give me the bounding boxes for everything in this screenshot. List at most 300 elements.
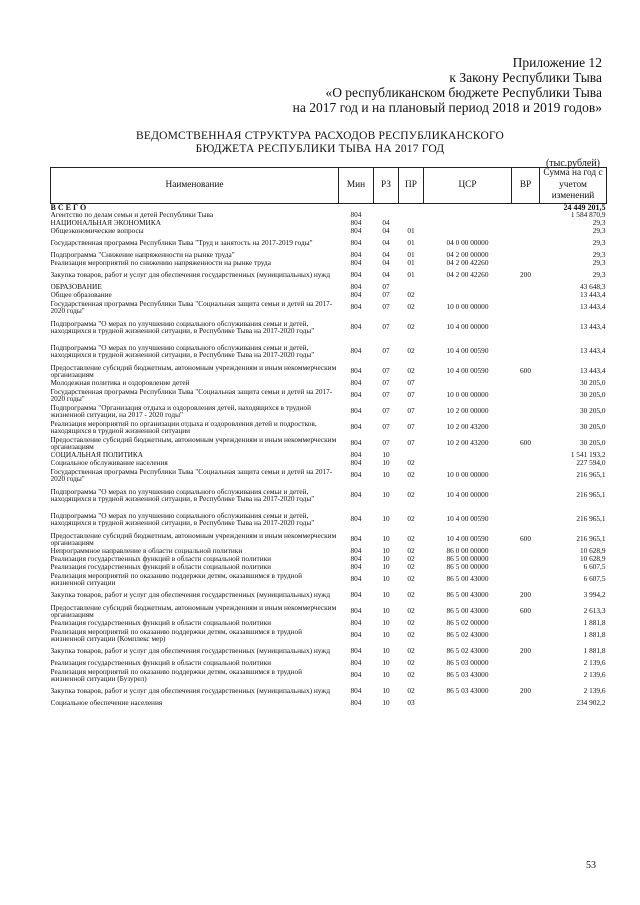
cell-amount: 1 584 870,9	[570, 211, 606, 220]
cell-ministry: 804	[350, 259, 362, 268]
cell-ministry: 804	[350, 699, 362, 708]
cell-amount: 6 607,5	[583, 574, 606, 584]
table-row	[51, 235, 607, 251]
cell-amount: 10 628,9	[579, 547, 606, 556]
cell-name: Закупка товаров, работ и услуг для обеспечения государственных (муниципальных) нужд	[50, 646, 331, 656]
cell-subsection: 01	[407, 259, 415, 268]
col-header-min: Мин	[339, 168, 374, 204]
cell-amount: 216 965,1	[576, 470, 606, 480]
cell-amount: 30 205,0	[579, 406, 606, 416]
cell-amount: 6 607,5	[583, 563, 606, 572]
cell-name: Закупка товаров, работ и услуг для обеспечения государственных (муниципальных) нужд	[50, 590, 331, 600]
table-row	[51, 283, 607, 291]
cell-amount: 30 205,0	[579, 438, 606, 448]
cell-amount: 29,3	[592, 238, 606, 248]
cell-subsection: 02	[407, 302, 415, 312]
col-header-rz: РЗ	[374, 168, 399, 204]
table-row	[51, 299, 607, 315]
cell-expense-type	[512, 403, 540, 419]
cell-expense-type	[512, 667, 540, 683]
cell-amount: 29,3	[592, 227, 606, 236]
cell-ministry: 804	[350, 590, 362, 600]
cell-section	[374, 211, 399, 219]
cell-name: Подпрограмма "О мерах по улучшению социального обслуживания семьи и детей, находящихся в трудной жизненной ситуации, в Республике Тыва на 2017-2020 годы"	[50, 318, 315, 336]
cell-ministry: 804	[350, 534, 362, 544]
cell-name: Государственная программа Республики Тыва "Социальная защита семьи и детей на 2017-2020 годы"	[50, 467, 333, 484]
cell-amount: 1 541 193,2	[570, 451, 606, 460]
cell-section: 07	[382, 322, 390, 332]
cell-name: Закупка товаров, работ и услуг для обеспечения государственных (муниципальных) нужд	[50, 686, 331, 696]
cell-target-article: 86 5 00 43000	[446, 590, 489, 600]
cell-section: 10	[382, 555, 390, 564]
cell-section: 10	[382, 590, 390, 600]
cell-subsection: 02	[407, 547, 415, 556]
appendix-line: на 2017 год и на плановый период 2018 и 2019 годов»	[292, 100, 602, 115]
cell-target-article	[424, 227, 512, 235]
cell-name: Социальное обслуживание населения	[50, 459, 168, 468]
cell-section: 07	[382, 302, 390, 312]
cell-name: Реализация мероприятий по снижению напряженности на рынке труда	[50, 259, 271, 268]
cell-name: Реализация мероприятий по оказанию поддержки детям, оказавшимся в трудной жизненной ситуации	[50, 571, 302, 588]
cell-section: 10	[382, 659, 390, 668]
table-row	[51, 699, 607, 707]
table-row	[51, 259, 607, 267]
cell-ministry: 804	[350, 270, 362, 280]
cell-amount: 24 449 201,5	[563, 203, 606, 212]
cell-target-article: 10 0 00 00000	[446, 390, 489, 400]
cell-target-article	[424, 203, 512, 211]
cell-expense-type	[512, 219, 540, 227]
cell-expense-type	[512, 699, 540, 707]
cell-ministry: 804	[350, 283, 362, 292]
cell-target-article: 04 2 00 42260	[446, 270, 489, 280]
cell-expense-type	[512, 555, 540, 563]
table-row	[51, 227, 607, 235]
col-header-pr: ПР	[399, 168, 424, 204]
cell-ministry: 804	[350, 379, 362, 388]
cell-name: Реализация государственных функций в области социальной политики	[50, 619, 272, 628]
cell-subsection: 02	[407, 555, 415, 564]
cell-amount: 2 139,6	[583, 670, 606, 680]
cell-name: Реализация мероприятий по оказанию поддержки детям, оказавшимся в трудной жизненной ситуации (Бузурел)	[50, 667, 302, 684]
cell-amount: 13 443,4	[579, 291, 606, 300]
cell-expense-type: 200	[520, 270, 531, 280]
cell-expense-type	[512, 387, 540, 403]
cell-amount: 1 881,8	[583, 646, 606, 656]
cell-ministry: 804	[350, 227, 362, 236]
table-row	[51, 339, 607, 363]
cell-subsection: 02	[407, 563, 415, 572]
col-header-name: Наименование	[51, 168, 339, 204]
cell-subsection: 02	[407, 619, 415, 628]
cell-subsection: 01	[407, 238, 415, 248]
cell-expense-type	[512, 315, 540, 339]
cell-subsection	[399, 219, 424, 227]
table-row	[51, 419, 607, 435]
cell-subsection: 02	[407, 514, 415, 524]
cell-amount: 30 205,0	[579, 379, 606, 388]
cell-expense-type: 600	[520, 606, 531, 616]
cell-subsection: 01	[407, 227, 415, 236]
cell-target-article: 86 5 03 43000	[446, 686, 489, 696]
cell-section: 07	[382, 291, 390, 300]
cell-name: Реализация государственных функций в области социальной политики	[50, 563, 272, 572]
cell-amount: 13 443,4	[579, 322, 606, 332]
cell-ministry: 804	[350, 574, 362, 584]
table-row	[51, 555, 607, 563]
cell-ministry: 804	[350, 346, 362, 356]
col-header-csr: ЦСР	[424, 168, 512, 204]
cell-name: Общее образование	[50, 291, 112, 300]
cell-ministry: 804	[350, 219, 362, 228]
table-row	[51, 563, 607, 571]
cell-subsection: 02	[407, 659, 415, 668]
cell-name: Подпрограмма "О мерах по улучшению социального обслуживания семьи и детей, находящихся в трудной жизненной ситуации, в Республике Тыва на 2017-2020 годы"	[50, 510, 315, 528]
cell-subsection: 02	[407, 686, 415, 696]
cell-amount: 30 205,0	[579, 390, 606, 400]
cell-name: Социальное обеспечение населения	[50, 699, 163, 708]
cell-target-article: 10 4 00 00590	[446, 366, 489, 376]
cell-name: НАЦИОНАЛЬНАЯ ЭКОНОМИКА	[50, 219, 161, 228]
cell-expense-type	[512, 299, 540, 315]
table-row	[51, 219, 607, 227]
cell-target-article: 10 4 00 00000	[446, 322, 489, 332]
document-title	[0, 130, 640, 155]
cell-expense-type	[512, 571, 540, 587]
cell-amount: 227 594,0	[576, 459, 606, 468]
cell-ministry: 804	[350, 302, 362, 312]
cell-ministry: 804	[350, 251, 362, 260]
cell-name: Предоставление субсидий бюджетным, автономным учреждениям и иным некоммерческим организациям	[50, 603, 337, 620]
cell-target-article: 86 5 03 43000	[446, 670, 489, 680]
cell-section: 10	[382, 451, 390, 460]
cell-ministry: 804	[350, 490, 362, 500]
cell-expense-type	[512, 259, 540, 267]
cell-target-article: 04 2 00 00000	[446, 251, 489, 260]
cell-ministry: 804	[350, 563, 362, 572]
cell-subsection: 07	[407, 390, 415, 400]
cell-section: 10	[382, 563, 390, 572]
cell-amount: 216 965,1	[576, 514, 606, 524]
cell-ministry: 804	[350, 291, 362, 300]
cell-section: 10	[382, 699, 390, 708]
cell-target-article: 10 4 00 00000	[446, 490, 489, 500]
cell-amount: 2 139,6	[583, 659, 606, 668]
cell-expense-type: 600	[520, 438, 531, 448]
cell-target-article: 10 0 00 00000	[446, 470, 489, 480]
cell-name: Реализация мероприятий по организации отдыха и оздоровления детей и подростков, находящихся в трудной жизненной ситуации	[50, 419, 317, 436]
cell-section: 04	[382, 259, 390, 268]
cell-target-article: 86 5 02 43000	[446, 630, 489, 640]
cell-ministry: 804	[350, 390, 362, 400]
cell-amount: 29,3	[592, 259, 606, 268]
cell-ministry: 804	[350, 555, 362, 564]
cell-target-article: 86 5 02 00000	[446, 619, 489, 628]
cell-section: 07	[382, 366, 390, 376]
cell-subsection: 07	[407, 438, 415, 448]
cell-subsection: 02	[407, 590, 415, 600]
table-row	[51, 683, 607, 699]
cell-target-article: 04 2 00 42260	[446, 259, 489, 268]
cell-subsection: 02	[407, 490, 415, 500]
cell-section	[374, 203, 399, 211]
cell-target-article: 86 5 00 00000	[446, 563, 489, 572]
cell-subsection: 01	[407, 270, 415, 280]
cell-subsection: 02	[407, 470, 415, 480]
cell-section: 10	[382, 514, 390, 524]
cell-amount: 234 902,2	[576, 699, 606, 708]
cell-section: 10	[382, 534, 390, 544]
cell-name: Предоставление субсидий бюджетным, автономным учреждениям и иным некоммерческим организациям	[50, 531, 337, 548]
table-row	[51, 667, 607, 683]
cell-subsection	[399, 451, 424, 459]
cell-expense-type	[512, 339, 540, 363]
cell-subsection: 02	[407, 534, 415, 544]
cell-subsection: 02	[407, 630, 415, 640]
table-row	[51, 547, 607, 555]
table-row	[51, 603, 607, 619]
cell-ministry: 804	[350, 422, 362, 432]
cell-target-article: 10 2 00 00000	[446, 406, 489, 416]
units-note: (тыс.рублей)	[545, 158, 600, 169]
cell-section: 10	[382, 646, 390, 656]
cell-section: 04	[382, 219, 390, 228]
cell-target-article: 10 4 00 00590	[446, 534, 489, 544]
cell-section: 10	[382, 547, 390, 556]
cell-name: Молодежная политика и оздоровление детей	[50, 379, 190, 388]
cell-section: 04	[382, 227, 390, 236]
cell-target-article	[424, 699, 512, 707]
cell-name: Подпрограмма "О мерах по улучшению социального обслуживания семьи и детей, находящихся в трудной жизненной ситуации, в Республике Тыва на 2017-2020 годы"	[50, 342, 315, 360]
cell-target-article	[424, 211, 512, 219]
cell-target-article	[424, 283, 512, 291]
cell-subsection: 02	[407, 574, 415, 584]
cell-amount: 13 443,4	[579, 302, 606, 312]
cell-subsection	[399, 283, 424, 291]
cell-section: 10	[382, 574, 390, 584]
cell-expense-type	[512, 419, 540, 435]
table-row	[51, 379, 607, 387]
cell-section: 07	[382, 406, 390, 416]
appendix-line: к Закону Республики Тыва	[449, 70, 602, 85]
cell-ministry: 804	[350, 686, 362, 696]
cell-target-article: 86 5 03 00000	[446, 659, 489, 668]
cell-target-article: 10 4 00 00590	[446, 514, 489, 524]
cell-target-article	[424, 291, 512, 299]
cell-target-article: 86 5 00 00000	[446, 555, 489, 564]
cell-name: Государственная программа Республики Тыва "Социальная защита семьи и детей на 2017-2020 годы"	[50, 299, 333, 316]
cell-subsection: 02	[407, 346, 415, 356]
cell-section: 07	[382, 283, 390, 292]
table-body	[51, 203, 607, 707]
cell-name: Подпрограмма "Снижение напряженности на рынке труда"	[50, 251, 235, 260]
cell-name: Общеэкономические вопросы	[50, 227, 144, 236]
table-row	[51, 459, 607, 467]
cell-section: 04	[382, 251, 390, 260]
table-row	[51, 587, 607, 603]
table-row	[51, 387, 607, 403]
cell-name: Непрограммное направление в области социальной политики	[50, 547, 243, 556]
cell-target-article: 10 2 00 43200	[446, 438, 489, 448]
cell-ministry: 804	[350, 619, 362, 628]
cell-subsection	[399, 211, 424, 219]
cell-subsection	[399, 203, 424, 211]
cell-expense-type: 200	[520, 590, 531, 600]
cell-subsection: 01	[407, 251, 415, 260]
cell-section: 07	[382, 346, 390, 356]
cell-section: 10	[382, 470, 390, 480]
cell-subsection: 02	[407, 366, 415, 376]
col-header-sum: Сумма на год с учетом изменений	[540, 168, 607, 204]
cell-section: 10	[382, 459, 390, 468]
cell-section: 10	[382, 606, 390, 616]
cell-target-article	[424, 451, 512, 459]
cell-section: 10	[382, 490, 390, 500]
cell-expense-type	[512, 483, 540, 507]
cell-amount: 29,3	[592, 270, 606, 280]
cell-target-article: 86 5 00 43000	[446, 574, 489, 584]
cell-expense-type	[512, 251, 540, 259]
cell-ministry: 804	[350, 630, 362, 640]
cell-ministry: 804	[350, 459, 362, 468]
cell-ministry: 804	[350, 670, 362, 680]
table-row	[51, 211, 607, 219]
cell-target-article: 86 5 02 43000	[446, 646, 489, 656]
cell-section: 10	[382, 670, 390, 680]
table-row	[51, 571, 607, 587]
cell-amount: 1 881,8	[583, 630, 606, 640]
cell-ministry: 804	[350, 659, 362, 668]
cell-subsection: 03	[407, 699, 415, 708]
cell-subsection: 02	[407, 670, 415, 680]
cell-ministry: 804	[350, 322, 362, 332]
cell-ministry: 804	[350, 646, 362, 656]
cell-name: Агентство по делам семьи и детей Республики Тыва	[50, 211, 214, 220]
cell-amount: 30 205,0	[579, 422, 606, 432]
cell-target-article: 86 0 00 00000	[446, 547, 489, 556]
cell-subsection: 02	[407, 322, 415, 332]
cell-target-article	[424, 219, 512, 227]
cell-amount: 216 965,1	[576, 534, 606, 544]
cell-expense-type	[512, 235, 540, 251]
cell-section: 10	[382, 630, 390, 640]
cell-expense-type: 600	[520, 366, 531, 376]
table-row	[51, 363, 607, 379]
table-row	[51, 291, 607, 299]
table-row	[51, 619, 607, 627]
cell-name: Предоставление субсидий бюджетным, автономным учреждениям и иным некоммерческим организациям	[50, 363, 337, 380]
cell-amount: 3 994,2	[583, 590, 606, 600]
cell-ministry: 804	[350, 451, 362, 460]
cell-expense-type	[512, 451, 540, 459]
cell-subsection: 07	[407, 422, 415, 432]
cell-ministry	[339, 203, 374, 211]
table-row	[51, 643, 607, 659]
table-row	[51, 451, 607, 459]
table-row	[51, 315, 607, 339]
table-row	[51, 507, 607, 531]
cell-target-article: 04 0 00 00000	[446, 238, 489, 248]
cell-section: 07	[382, 379, 390, 388]
table-row	[51, 467, 607, 483]
cell-ministry: 804	[350, 211, 362, 220]
table-header-row	[51, 168, 607, 204]
table-row	[51, 435, 607, 451]
cell-expense-type	[512, 211, 540, 219]
cell-expense-type	[512, 227, 540, 235]
cell-ministry: 804	[350, 514, 362, 524]
table-row	[51, 627, 607, 643]
cell-section: 04	[382, 238, 390, 248]
cell-target-article	[424, 379, 512, 387]
cell-subsection: 02	[407, 606, 415, 616]
cell-expense-type	[512, 283, 540, 291]
cell-expense-type	[512, 291, 540, 299]
page-number: 53	[586, 860, 596, 871]
cell-name: Закупка товаров, работ и услуг для обеспечения государственных (муниципальных) нужд	[50, 270, 331, 280]
cell-amount: 29,3	[592, 219, 606, 228]
cell-target-article: 10 4 00 00590	[446, 346, 489, 356]
cell-subsection: 07	[407, 406, 415, 416]
cell-amount: 10 628,9	[579, 555, 606, 564]
cell-section: 10	[382, 686, 390, 696]
cell-section: 07	[382, 438, 390, 448]
cell-target-article: 86 5 00 43000	[446, 606, 489, 616]
cell-ministry: 804	[350, 438, 362, 448]
cell-expense-type	[512, 619, 540, 627]
title-line-1: ВЕДОМСТВЕННАЯ СТРУКТУРА РАСХОДОВ РЕСПУБЛИКАНСКОГО	[135, 130, 505, 142]
cell-section: 04	[382, 270, 390, 280]
cell-ministry: 804	[350, 606, 362, 616]
appendix-line: «О республиканском бюджете Республики Тыва	[325, 85, 602, 100]
cell-name: Реализация мероприятий по оказанию поддержки детям, оказавшимся в трудной жизненной ситуации (Комплекс мер)	[50, 627, 302, 644]
cell-name: Государственная программа Республики Тыва "Социальная защита семьи и детей на 2017-2020 годы"	[50, 387, 333, 404]
cell-name: Предоставление субсидий бюджетным, автономным учреждениям и иным некоммерческим организациям	[50, 435, 337, 452]
cell-amount: 2 139,6	[583, 686, 606, 696]
cell-expense-type	[512, 459, 540, 467]
cell-expense-type	[512, 659, 540, 667]
cell-amount: 216 965,1	[576, 490, 606, 500]
cell-expense-type: 200	[520, 686, 531, 696]
cell-expense-type	[512, 379, 540, 387]
cell-ministry: 804	[350, 238, 362, 248]
cell-subsection: 02	[407, 291, 415, 300]
cell-expense-type	[512, 203, 540, 211]
cell-expense-type: 200	[520, 646, 531, 656]
cell-amount: 1 881,8	[583, 619, 606, 628]
cell-target-article: 10 0 00 00000	[446, 302, 489, 312]
appendix-header	[182, 55, 602, 115]
cell-name: Государственная программа Республики Тыва "Труд и занятость на 2017-2019 годы"	[50, 238, 313, 248]
cell-amount: 13 443,4	[579, 346, 606, 356]
cell-name: Реализация государственных функций в области социальной политики	[50, 659, 272, 668]
cell-amount: 13 443,4	[579, 366, 606, 376]
cell-ministry: 804	[350, 547, 362, 556]
cell-name: Подпрограмма "О мерах по улучшению социального обслуживания семьи и детей, находящихся в трудной жизненной ситуации, в Республике Тыва на 2017-2020 годы"	[50, 486, 315, 504]
cell-expense-type	[512, 547, 540, 555]
cell-expense-type	[512, 467, 540, 483]
cell-expense-type	[512, 627, 540, 643]
cell-name: ОБРАЗОВАНИЕ	[50, 283, 102, 292]
table-row	[51, 659, 607, 667]
table-row	[51, 403, 607, 419]
cell-subsection: 02	[407, 459, 415, 468]
cell-expense-type: 600	[520, 534, 531, 544]
table-row	[51, 531, 607, 547]
cell-expense-type	[512, 507, 540, 531]
table-row	[51, 267, 607, 283]
cell-name: Реализация государственных функций в области социальной политики	[50, 555, 272, 564]
